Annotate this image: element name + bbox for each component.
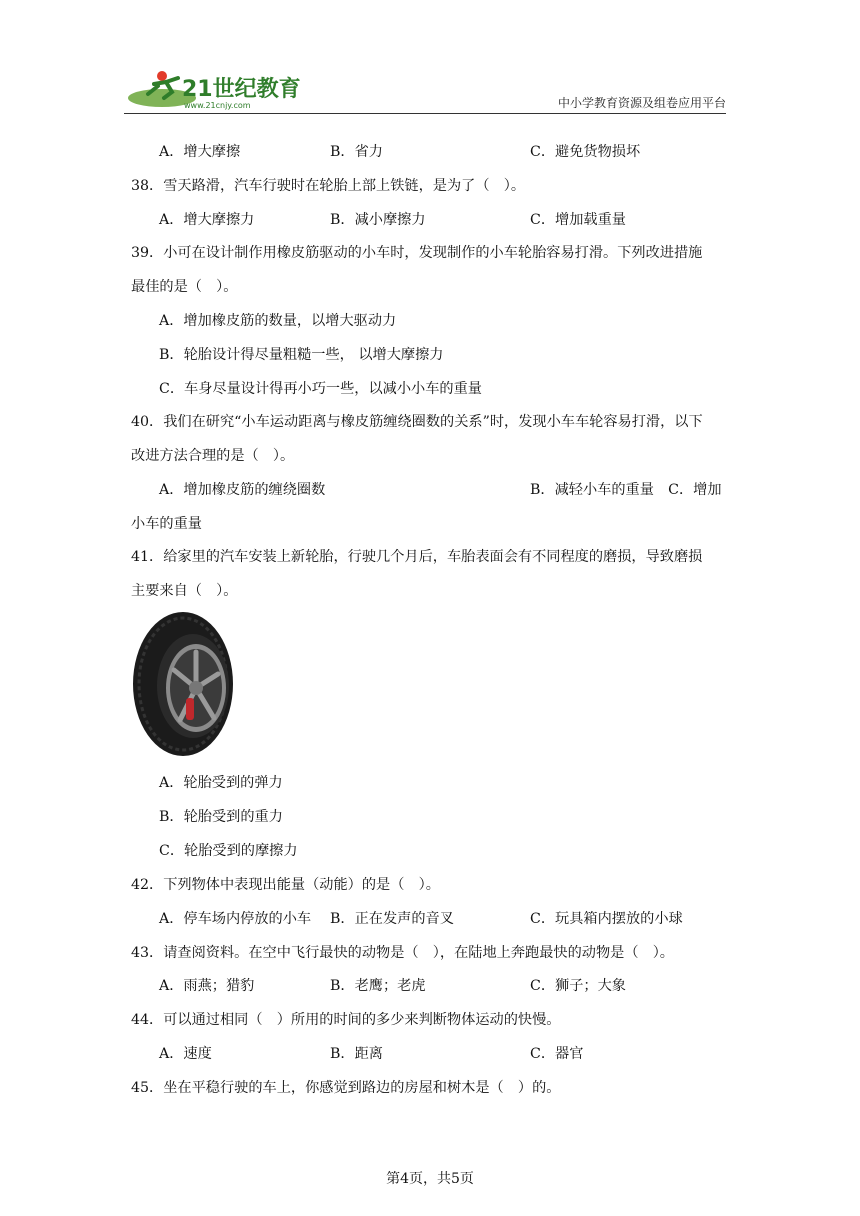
question-45: 45．坐在平稳行驶的车上，你感觉到路边的房屋和树木是（ ）的。 — [131, 1080, 561, 1096]
option-c-cont: 小车的重量 — [131, 516, 202, 532]
option-c: C．狮子；大象 — [530, 978, 626, 994]
option-a: A．增大摩擦力 — [159, 212, 255, 228]
option-b: B．老鹰；老虎 — [330, 978, 426, 994]
option-c: C．车身尽量设计得再小巧一些，以减小小车的重量 — [159, 381, 482, 397]
option-b: B．距离 — [330, 1046, 383, 1062]
option-a: A．轮胎受到的弹力 — [159, 775, 283, 791]
option-a: A．增加橡皮筋的数量，以增大驱动力 — [159, 313, 397, 329]
option-c: C．增加载重量 — [530, 212, 626, 228]
question-40-cont: 改进方法合理的是（ ）。 — [131, 448, 295, 464]
question-42: 42．下列物体中表现出能量（动能）的是（ ）。 — [131, 877, 440, 893]
option-c: C．器官 — [530, 1046, 584, 1062]
header-rule — [124, 113, 726, 114]
option-c: C．玩具箱内摆放的小球 — [530, 911, 683, 927]
option-b: B．正在发声的音叉 — [330, 911, 454, 927]
question-41: 41．给家里的汽车安装上新轮胎，行驶几个月后，车胎表面会有不同程度的磨损，导致磨损 — [131, 549, 703, 565]
logo-url: www.21cnjy.com — [184, 101, 251, 110]
option-a: A．速度 — [159, 1046, 212, 1062]
question-38: 38．雪天路滑，汽车行驶时在轮胎上部上铁链，是为了（ ）。 — [131, 178, 526, 194]
option-a: A．雨燕；猎豹 — [159, 978, 255, 994]
logo-21cnjy — [124, 68, 344, 112]
option-c: C．轮胎受到的摩擦力 — [159, 843, 298, 859]
platform-name: 中小学教育资源及组卷应用平台 — [557, 96, 726, 110]
page-number: 第4页，共5页 — [386, 1171, 474, 1187]
option-c: C．避免货物损坏 — [530, 144, 641, 160]
question-43: 43．请查阅资料。在空中飞行最快的动物是（ ），在陆地上奔跑最快的动物是（ ）。 — [131, 945, 674, 961]
option-b: B．轮胎设计得尽量粗糙一些， 以增大摩擦力 — [159, 347, 444, 363]
question-40: 40．我们在研究“小车运动距离与橡皮筋缠绕圈数的关系”时，发现小车车轮容易打滑，以下 — [131, 414, 703, 430]
option-b: B．轮胎受到的重力 — [159, 809, 283, 825]
option-a: A．停车场内停放的小车 — [159, 911, 312, 927]
option-a: A．增加橡皮筋的缠绕圈数 — [159, 482, 326, 498]
question-39-cont: 最佳的是（ ）。 — [131, 279, 238, 295]
logo-text: 21世纪教育 — [182, 77, 301, 102]
option-b-c: B．减轻小车的重量 C．增加 — [530, 482, 722, 498]
question-44: 44．可以通过相同（ ）所用的时间的多少来判断物体运动的快慢。 — [131, 1012, 561, 1028]
option-b: B．减小摩擦力 — [330, 212, 426, 228]
question-41-cont: 主要来自（ ）。 — [131, 583, 238, 599]
tire-image — [130, 610, 236, 758]
page-header — [124, 60, 726, 116]
option-a: A．增大摩擦 — [159, 144, 241, 160]
question-39: 39．小可在设计制作用橡皮筋驱动的小车时，发现制作的小车轮胎容易打滑。下列改进措施 — [131, 245, 703, 261]
option-b: B．省力 — [330, 144, 383, 160]
